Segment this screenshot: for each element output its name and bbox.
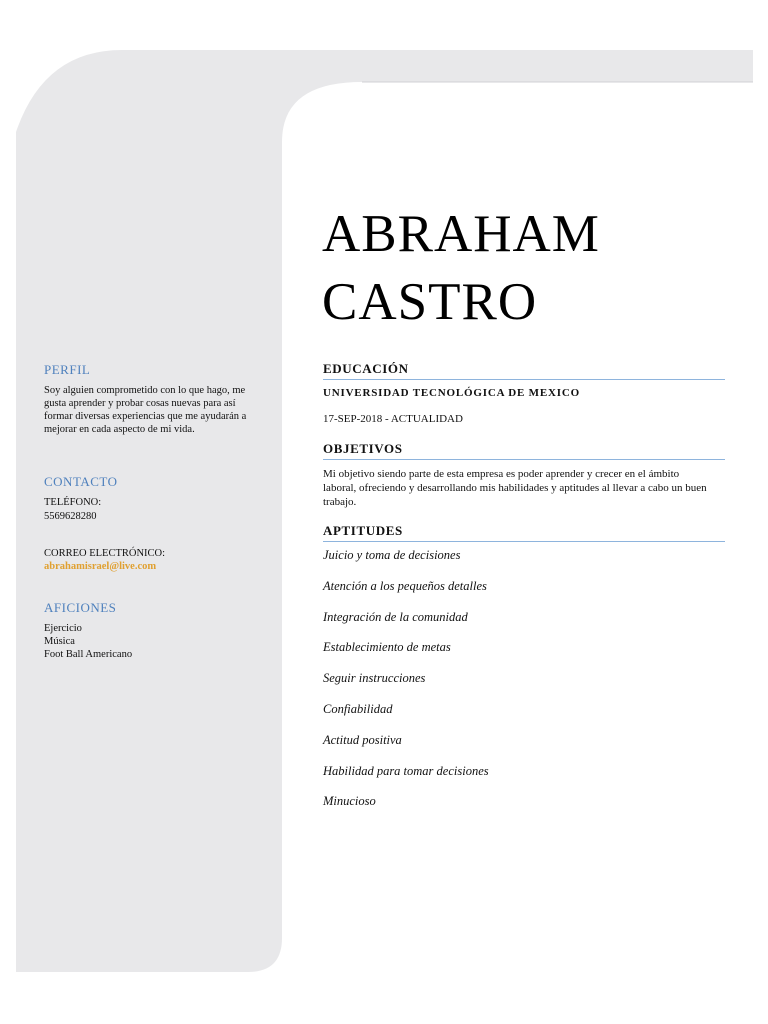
email-link[interactable]: abrahamisrael@live.com xyxy=(44,561,157,572)
hobbies-heading: AFICIONES xyxy=(44,600,117,615)
profile-heading: PERFIL xyxy=(44,362,91,377)
name-last: CASTRO xyxy=(322,273,538,331)
skill-item: Minucioso xyxy=(323,794,376,808)
objectives-heading: OBJETIVOS xyxy=(323,441,725,460)
name-first: ABRAHAM xyxy=(322,205,600,263)
skill-item: Establecimiento de metas xyxy=(323,640,451,654)
skill-item: Actitud positiva xyxy=(323,733,402,747)
profile-text: Soy alguien comprometido con lo que hago, me gusta aprender y probar cosas nuevas para así formar diversas experiencias que me ayudarán a mejorar en cada aspecto de mi vida. xyxy=(44,385,247,435)
objectives-text: Mi objetivo siendo parte de esta empresa es poder aprender y crecer en el ámbito laboral, ofreciendo y desarrollando mis habilidades y aptitudes al llevar a cabo un buen trabajo. xyxy=(323,468,707,508)
skill-item: Integración de la comunidad xyxy=(323,610,468,624)
skill-item: Juicio y toma de decisiones xyxy=(323,548,461,562)
email-label: CORREO ELECTRÓNICO: xyxy=(44,548,166,559)
contact-heading: CONTACTO xyxy=(44,474,118,489)
education-heading: EDUCACIÓN xyxy=(323,361,725,380)
education-dates: 17-SEP-2018 - ACTUALIDAD xyxy=(323,413,463,425)
phone-value: 5569628280 xyxy=(44,511,97,522)
school-name: UNIVERSIDAD TECNOLÓGICA DE MEXICO xyxy=(323,387,580,399)
hobby-item: Foot Ball Americano xyxy=(44,649,133,660)
hobby-item: Música xyxy=(44,636,75,647)
phone-label: TELÉFONO: xyxy=(44,497,102,508)
skill-item: Seguir instrucciones xyxy=(323,671,426,685)
hobby-item: Ejercicio xyxy=(44,623,82,634)
skill-item: Habilidad para tomar decisiones xyxy=(323,764,489,778)
skill-item: Atención a los pequeños detalles xyxy=(323,579,487,593)
skills-heading: APTITUDES xyxy=(323,523,725,542)
skill-item: Confiabilidad xyxy=(323,702,393,716)
